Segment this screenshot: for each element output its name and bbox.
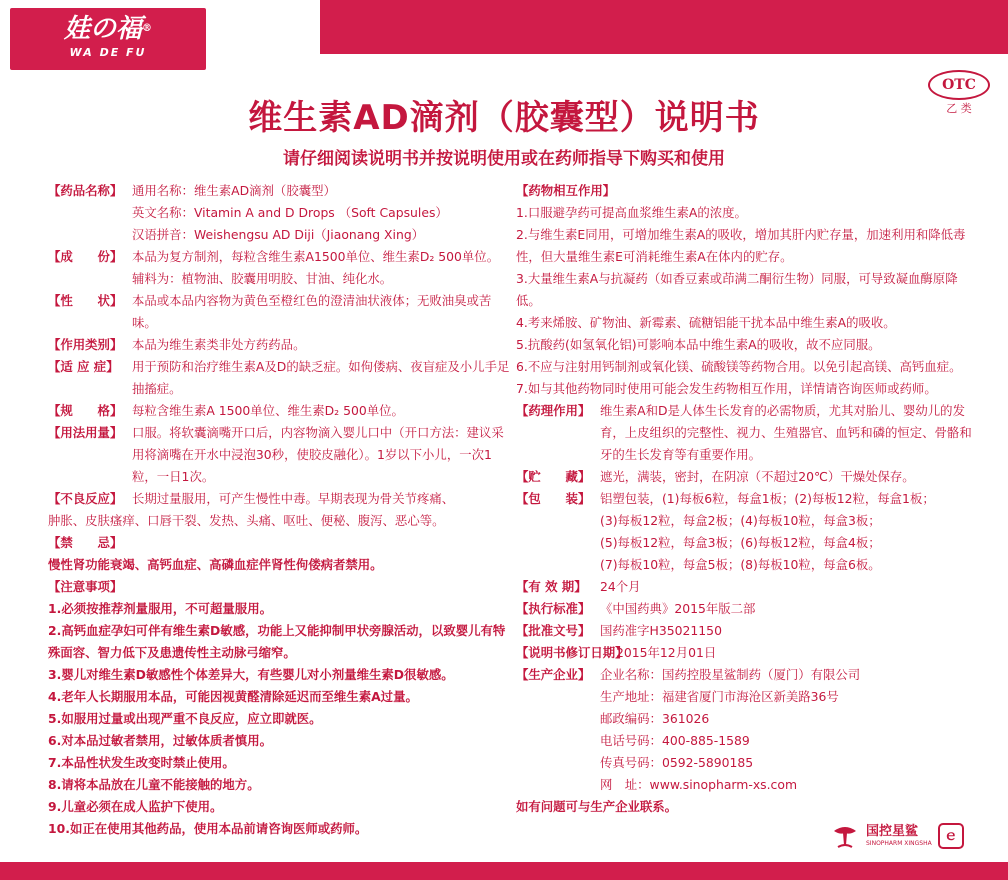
manufacturer-name: 企业名称：国药控股星鲨制药（厦门）有限公司: [600, 667, 861, 682]
footer-note: 如有问题可与生产企业联系。: [516, 799, 678, 814]
generic-name: 通用名称：维生素AD滴剂（胶囊型）: [132, 183, 336, 198]
approval-text: 国药准字H35021150: [600, 623, 722, 638]
drug-name-section: [48, 180, 510, 202]
precaution-item: 9.儿童必须在成人监护下使用。: [48, 799, 223, 814]
interaction-item: 4.考来烯胺、矿物油、新霉素、硫糖铝能干扰本品中维生素A的吸收。: [516, 315, 896, 330]
revision-label: 【说明书修订日期】: [516, 645, 628, 660]
packaging-item: (7)每板10粒，每盒5板；(8)每板10粒，每盒6板。: [600, 557, 881, 572]
interaction-item: 5.抗酸药(如氢氧化铝)可影响本品中维生素A的吸收，故不应同服。: [516, 337, 881, 352]
dosage-label: 【用法用量】: [48, 425, 123, 440]
validity-section: [516, 576, 972, 598]
english-name: 英文名称：Vitamin A and D Drops （Soft Capsules）: [132, 205, 448, 220]
brand-name: 国控星鲨: [866, 824, 919, 839]
specification-label: 【规 格】: [48, 403, 123, 418]
properties-section: [48, 290, 510, 334]
packaging-item: (3)每板12粒，每盒2板；(4)每板10粒，每盒3板；: [600, 513, 881, 528]
dosage-text: 口服。将软囊滴嘴开口后，内容物滴入婴儿口中（开口方法：建议采用将滴嘴在开水中浸泡30秒，使胶皮融化）。1岁以下小儿，一次1粒，一日1次。: [132, 425, 504, 484]
adverse-text-1: 长期过量服用，可产生慢性中毒。早期表现为骨关节疼痛、: [132, 491, 455, 506]
packaging-item: (5)每板12粒，每盒3板；(6)每板12粒，每盒4板；: [600, 535, 881, 550]
contraindications-label: 【禁 忌】: [48, 535, 123, 550]
precautions-label: 【注意事项】: [48, 579, 123, 594]
manufacturer-list: [600, 664, 972, 796]
storage-label: 【贮 藏】: [516, 469, 591, 484]
interaction-item: 7.如与其他药物同时使用可能会发生药物相互作用，详情请咨询医师或药师。: [516, 381, 937, 396]
composition-section: [48, 246, 510, 290]
page-subtitle: 请仔细阅读说明书并按说明使用或在药师指导下购买和使用: [283, 149, 725, 169]
manufacturer-section: [516, 664, 972, 796]
storage-text: 遮光，满装，密封，在阴凉（不超过20℃）干燥处保存。: [600, 469, 915, 484]
properties-text: 本品或本品内容物为黄色至橙红色的澄清油状液体；无败油臭或苦味。: [132, 293, 492, 330]
precaution-item: 1.必须按推荐剂量服用，不可超量服用。: [48, 601, 272, 616]
adverse-label: 【不良反应】: [48, 491, 123, 506]
approval-section: [516, 620, 972, 642]
validity-text: 24个月: [600, 579, 641, 594]
revision-text: 2015年12月01日: [616, 645, 717, 660]
manufacturer-address: 生产地址：福建省厦门市海沧区新美路36号: [600, 689, 839, 704]
brand-logo: [10, 8, 206, 70]
page-title: 维生素AD滴剂（胶囊型）说明书: [248, 98, 760, 138]
indications-label: 【适 应 症】: [48, 359, 119, 374]
specification-text: 每粒含维生素A 1500单位、维生素D₂ 500单位。: [132, 403, 404, 418]
interaction-item: 1.口服避孕药可提高血浆维生素A的浓度。: [516, 205, 747, 220]
left-column: [48, 180, 510, 840]
brand-badge: ｅ: [938, 823, 964, 849]
approval-label: 【批准文号】: [516, 623, 591, 638]
adverse-text-2: 肿胀、皮肤瘙痒、口唇干裂、发热、头痛、呕吐、便秘、腹泻、恶心等。: [48, 513, 445, 528]
packaging-list: [600, 488, 972, 576]
precaution-item: 3.婴儿对维生素D敏感性个体差异大，有些婴儿对小剂量维生素D很敏感。: [48, 667, 454, 682]
packaging-label: 【包 装】: [516, 491, 591, 506]
properties-label: 【性 状】: [48, 293, 123, 308]
manufacturer-label: 【生产企业】: [516, 667, 591, 682]
revision-section: [516, 642, 972, 664]
category-label: 【作用类别】: [48, 337, 123, 352]
interaction-item: 6.不应与注射用钙制剂或氧化镁、硫酸镁等药物合用。以免引起高镁、高钙血症。: [516, 359, 962, 374]
interactions-label: 【药物相互作用】: [516, 183, 616, 198]
pinyin-name: 汉语拼音：Weishengsu AD Diji（Jiaonang Xing）: [132, 227, 425, 242]
xingsha-logo-icon: [830, 821, 860, 851]
precaution-item: 4.老年人长期服用本品，可能因视黄醛清除延迟而至维生素A过量。: [48, 689, 418, 704]
adverse-section: [48, 488, 510, 510]
bottom-color-band: [0, 862, 1008, 880]
contraindications-text: 慢性肾功能衰竭、高钙血症、高磷血症伴肾性佝偻病者禁用。: [48, 557, 383, 572]
otc-badge: OTC: [928, 70, 990, 100]
manufacturer-brand: [830, 816, 980, 856]
standard-section: [516, 598, 972, 620]
interaction-item: 2.与维生素E同用，可增加维生素A的吸收，增加其肝内贮存量，加速利用和降低毒性，但大量维生素E可消耗维生素A在体内的贮存。: [516, 227, 966, 264]
top-color-band: [320, 0, 1008, 54]
manufacturer-postcode: 邮政编码：361026: [600, 711, 710, 726]
composition-text: 本品为复方制剂，每粒含维生素A1500单位、维生素D₂ 500单位。辅料为：植物油、胶囊用明胶、甘油、纯化水。: [132, 249, 500, 286]
manufacturer-fax: 传真号码：0592-5890185: [600, 755, 754, 770]
drug-name-label: 【药品名称】: [48, 183, 123, 198]
specification-section: [48, 400, 510, 422]
logo-english: WA DE FU: [69, 46, 147, 59]
composition-label: 【成 份】: [48, 249, 123, 264]
storage-section: [516, 466, 972, 488]
precaution-item: 10.如正在使用其他药品，使用本品前请咨询医师或药师。: [48, 821, 368, 836]
packaging-section: [516, 488, 972, 576]
pharmacology-label: 【药理作用】: [516, 403, 591, 418]
standard-text: 《中国药典》2015年版二部: [600, 601, 756, 616]
precaution-item: 8.请将本品放在儿童不能接触的地方。: [48, 777, 260, 792]
pharmacology-text: 维生素A和D是人体生长发育的必需物质，尤其对胎儿、婴幼儿的发育，上皮组织的完整性、视力、生殖器官、血钙和磷的恒定、骨骼和牙的生长发育等有重要作用。: [600, 403, 972, 462]
dosage-section: [48, 422, 510, 488]
logo-chinese: 娃の福: [63, 14, 142, 44]
category-section: [48, 334, 510, 356]
precaution-item: 7.本品性状发生改变时禁止使用。: [48, 755, 235, 770]
indications-text: 用于预防和治疗维生素A及D的缺乏症。如佝偻病、夜盲症及小儿手足抽搐症。: [132, 359, 510, 396]
manufacturer-website: 网 址：www.sinopharm-xs.com: [600, 777, 798, 792]
manufacturer-phone: 电话号码：400-885-1589: [600, 733, 750, 748]
right-column: [516, 180, 972, 818]
category-text: 本品为维生素类非处方药药品。: [132, 337, 306, 352]
packaging-item: 铝塑包装，(1)每板6粒，每盒1板；(2)每板12粒，每盒1板；: [600, 491, 935, 506]
standard-label: 【执行标准】: [516, 601, 591, 616]
interaction-item: 3.大量维生素A与抗凝药（如香豆素或茚满二酮衍生物）同服，可导致凝血酶原降低。: [516, 271, 958, 308]
indications-section: [48, 356, 510, 400]
precaution-item: 2.高钙血症孕妇可伴有维生素D敏感，功能上又能抑制甲状旁腺活动，以致婴儿有特殊面容、智力低下及患遗传性主动脉弓缩窄。: [48, 623, 506, 660]
brand-subname: SINOPHARM XINGSHA: [866, 840, 932, 847]
precaution-item: 5.如服用过量或出现严重不良反应，应立即就医。: [48, 711, 322, 726]
pharmacology-section: [516, 400, 972, 466]
logo-registered: ®: [142, 23, 152, 34]
otc-class: 乙 类: [946, 102, 972, 115]
validity-label: 【有 效 期】: [516, 579, 587, 594]
precaution-item: 6.对本品过敏者禁用，过敏体质者慎用。: [48, 733, 272, 748]
